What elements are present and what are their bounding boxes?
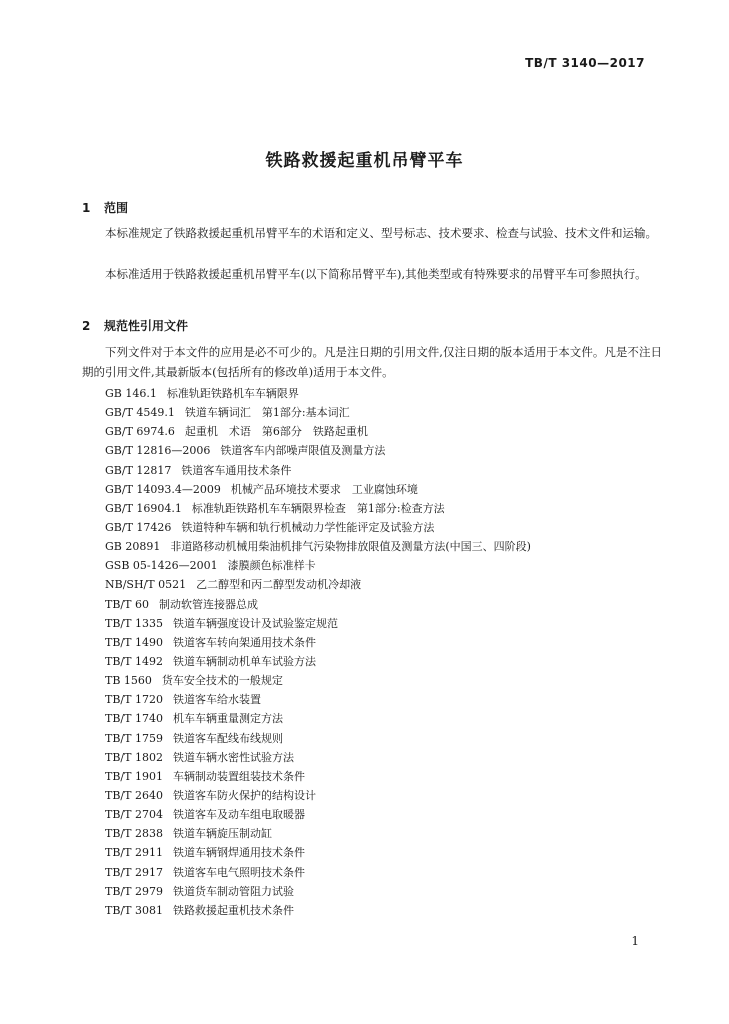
reference-code: GSB 05-1426—2001 xyxy=(105,559,218,573)
reference-item xyxy=(105,824,531,843)
reference-code: GB/T 6974.6 xyxy=(105,425,175,439)
normative-reference-list xyxy=(105,384,531,920)
reference-title: 铁道车辆词汇 第1部分:基本词汇 xyxy=(184,406,350,420)
reference-item xyxy=(105,575,531,594)
reference-code: TB/T 3081 xyxy=(105,903,163,917)
reference-item xyxy=(105,480,531,499)
reference-code: GB 20891 xyxy=(105,540,161,554)
standard-code: TB/T 3140—2017 xyxy=(525,56,645,70)
section-1-paragraph-1: 本标准规定了铁路救援起重机吊臂平车的术语和定义、型号标志、技术要求、检查与试验、技术文件和运输。 xyxy=(105,226,657,240)
reference-code: TB/T 1901 xyxy=(105,769,163,783)
reference-item xyxy=(105,633,531,652)
reference-title: 铁道特种车辆和轨行机械动力学性能评定及试验方法 xyxy=(181,520,435,534)
reference-item xyxy=(105,499,531,518)
reference-title: 铁道车辆制动机单车试验方法 xyxy=(172,654,316,668)
section-1-paragraph-2: 本标准适用于铁路救援起重机吊臂平车(以下简称吊臂平车),其他类型或有特殊要求的吊臂平车可参照执行。 xyxy=(105,267,647,281)
reference-item xyxy=(105,786,531,805)
reference-code: TB/T 2640 xyxy=(105,788,163,802)
document-title: 铁路救援起重机吊臂平车 xyxy=(265,151,464,171)
reference-item xyxy=(105,537,531,556)
reference-title: 乙二醇型和丙二醇型发动机冷却液 xyxy=(196,578,362,592)
reference-title: 铁道客车及动车组电取暖器 xyxy=(172,808,305,822)
reference-code: TB/T 2838 xyxy=(105,827,163,841)
reference-item xyxy=(105,614,531,633)
reference-title: 铁道车辆强度设计及试验鉴定规范 xyxy=(172,616,338,630)
reference-title: 铁道车辆钢焊通用技术条件 xyxy=(172,846,305,860)
reference-title: 铁道客车转向架通用技术条件 xyxy=(172,635,316,649)
reference-code: GB 146.1 xyxy=(105,387,157,400)
reference-code: TB/T 60 xyxy=(105,597,149,611)
reference-code: GB/T 16904.1 xyxy=(105,501,182,515)
reference-code: TB/T 2911 xyxy=(105,846,163,860)
reference-code: TB/T 2704 xyxy=(105,808,163,822)
reference-code: TB/T 1492 xyxy=(105,654,163,668)
reference-item xyxy=(105,690,531,709)
reference-title: 制动软管连接器总成 xyxy=(158,597,258,611)
reference-item xyxy=(105,882,531,901)
reference-item xyxy=(105,422,531,441)
reference-item xyxy=(105,595,531,614)
reference-title: 标准轨距铁路机车车辆限界检查 第1部分:检查方法 xyxy=(191,501,445,515)
reference-code: TB/T 1490 xyxy=(105,635,163,649)
reference-title: 漆膜颜色标准样卡 xyxy=(227,559,316,573)
reference-item xyxy=(105,556,531,575)
page-number: 1 xyxy=(631,934,639,948)
reference-title: 机械产品环境技术要求 工业腐蚀环境 xyxy=(230,482,418,496)
reference-code: GB/T 14093.4—2009 xyxy=(105,482,221,496)
reference-item xyxy=(105,863,531,882)
reference-title: 铁道车辆水密性试验方法 xyxy=(172,750,294,764)
reference-item xyxy=(105,709,531,728)
reference-item xyxy=(105,384,531,403)
reference-item xyxy=(105,403,531,422)
reference-title: 铁道客车电气照明技术条件 xyxy=(172,865,305,879)
reference-code: NB/SH/T 0521 xyxy=(105,578,187,592)
reference-item xyxy=(105,461,531,480)
reference-code: GB/T 4549.1 xyxy=(105,406,175,420)
reference-code: GB/T 12817 xyxy=(105,463,172,477)
reference-code: TB/T 1759 xyxy=(105,731,163,745)
section-title: 规范性引用文件 xyxy=(104,319,189,333)
reference-item xyxy=(105,652,531,671)
section-2-paragraph-1: 下列文件对于本文件的应用是必不可少的。凡是注日期的引用文件,仅注日期的版本适用于本文件。凡是不注日期的引用文件,其最新版本(包括所有的修改单)适用于本文件。 xyxy=(82,345,662,379)
reference-item xyxy=(105,671,531,690)
reference-title: 非道路移动机械用柴油机排气污染物排放限值及测量方法(中国三、四阶段) xyxy=(170,540,531,554)
reference-item xyxy=(105,748,531,767)
reference-code: TB/T 2979 xyxy=(105,884,163,898)
reference-code: TB/T 2917 xyxy=(105,865,163,879)
section-number: 2 xyxy=(82,319,91,333)
reference-code: TB 1560 xyxy=(105,674,152,688)
reference-item xyxy=(105,729,531,748)
reference-title: 铁道客车内部噪声限值及测量方法 xyxy=(220,444,386,458)
reference-code: GB/T 12816—2006 xyxy=(105,444,211,458)
reference-title: 货车安全技术的一般规定 xyxy=(161,674,283,688)
reference-item xyxy=(105,901,531,920)
reference-title: 铁道客车防火保护的结构设计 xyxy=(172,788,316,802)
reference-code: TB/T 1335 xyxy=(105,616,163,630)
reference-title: 标准轨距铁路机车车辆限界 xyxy=(166,387,299,400)
section-2-heading xyxy=(82,317,188,334)
reference-code: GB/T 17426 xyxy=(105,520,172,534)
section-number: 1 xyxy=(82,201,91,215)
reference-title: 铁道客车配线布线规则 xyxy=(172,731,283,745)
reference-item xyxy=(105,843,531,862)
section-title: 范围 xyxy=(104,201,129,215)
reference-item xyxy=(105,518,531,537)
reference-code: TB/T 1740 xyxy=(105,712,163,726)
reference-title: 起重机 术语 第6部分 铁路起重机 xyxy=(184,425,368,439)
section-1-heading xyxy=(82,199,128,216)
reference-code: TB/T 1720 xyxy=(105,693,163,707)
reference-title: 铁道客车通用技术条件 xyxy=(181,463,292,477)
reference-title: 机车车辆重量测定方法 xyxy=(172,712,283,726)
reference-code: TB/T 1802 xyxy=(105,750,163,764)
reference-title: 铁路救援起重机技术条件 xyxy=(172,903,294,917)
reference-item xyxy=(105,767,531,786)
reference-item xyxy=(105,805,531,824)
reference-title: 铁道客车给水装置 xyxy=(172,693,261,707)
reference-item xyxy=(105,441,531,460)
reference-title: 铁道车辆旋压制动缸 xyxy=(172,827,272,841)
reference-title: 车辆制动装置组装技术条件 xyxy=(172,769,305,783)
reference-title: 铁道货车制动管阻力试验 xyxy=(172,884,294,898)
